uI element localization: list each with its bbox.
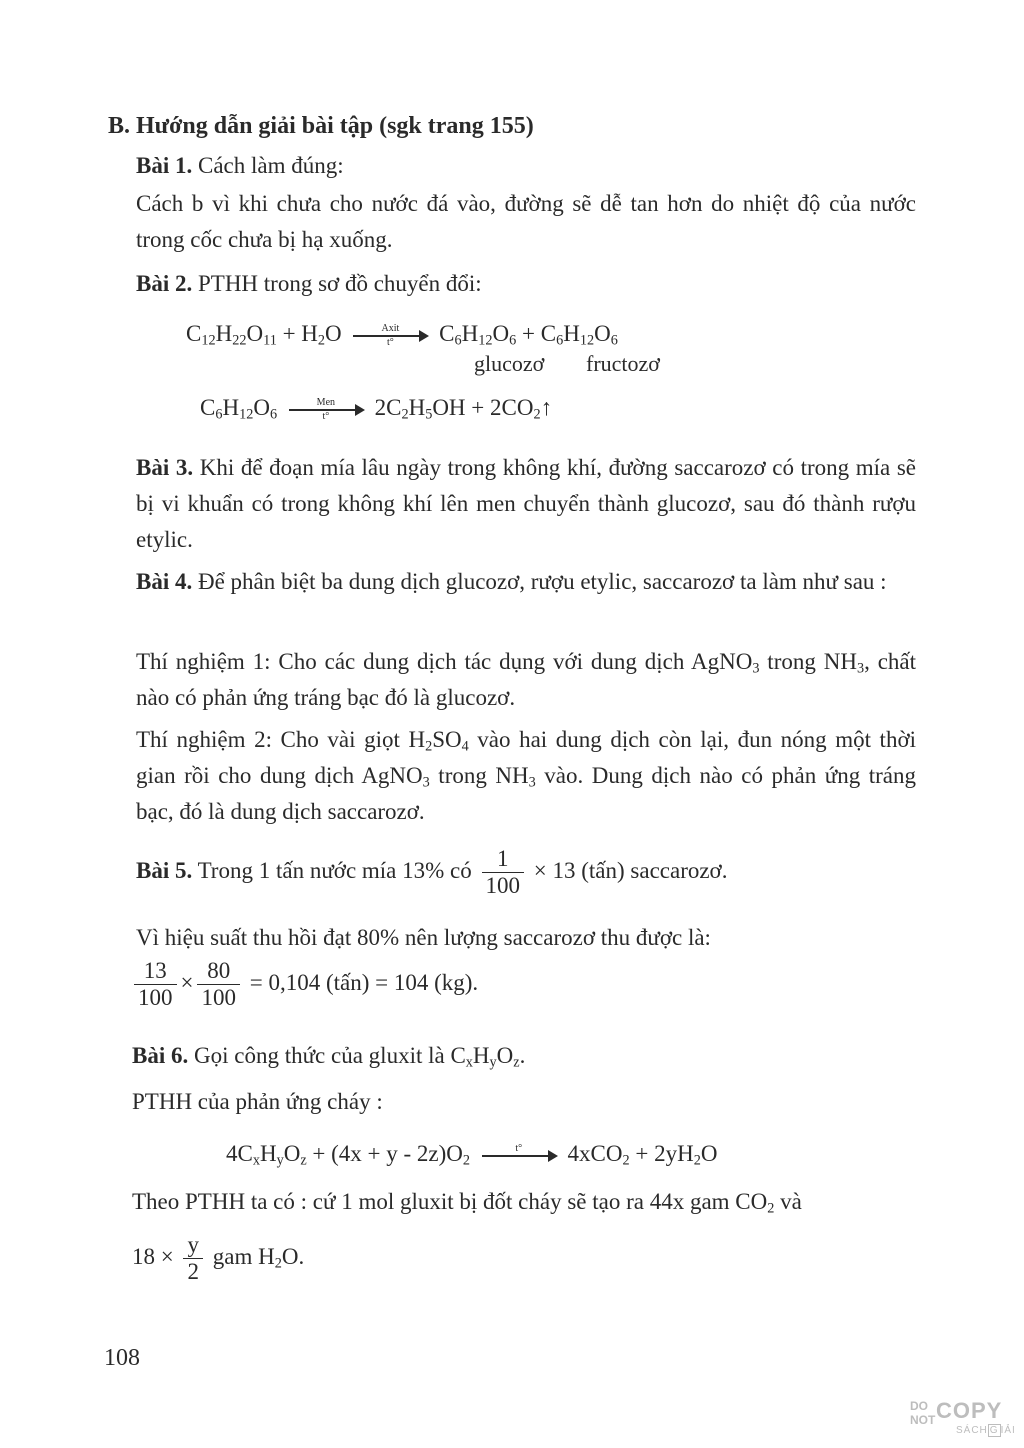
fraction-y-2	[183, 1232, 203, 1285]
bai6-line4-b: gam H	[206, 1243, 275, 1269]
tn1-text-a: Thí nghiệm 1: Cho các dung dịch tác dụng với dung dịch AgNO	[136, 649, 753, 674]
bai6-line-4: 18 × $\frac{y}{2}$ gam $H_2O$.	[132, 1232, 305, 1284]
fraction-denominator: 100	[482, 872, 525, 899]
bai6-combustion-equation: $4C_xH_yO_z + (4x + y - 2z)O_2$ t° $4xCO_2 + 2yH_2O$	[226, 1141, 718, 1169]
tn1-text-c: , chất nào có phản ứng tráng bạc đó là glucozơ.	[136, 649, 917, 710]
bai6-text: Gọi công thức của gluxit là C	[188, 1043, 466, 1068]
watermark-sach-giai	[956, 1425, 1016, 1437]
label-fructose: fructozơ	[586, 351, 660, 376]
bai6-label: Bài 6.	[132, 1043, 189, 1068]
fraction-denominator: 100	[134, 984, 177, 1011]
bai4-experiment-2: Thí nghiệm 2: Cho vài giọt $H_2SO_4$ vào hai dung dịch còn lại, đun nóng một thời gian rồi cho dung dịch AgNO$_3$ trong $NH_3$ vào. Dung dịch nào có phản ứng tráng bạc, đó là dung dịch saccarozơ.	[136, 727, 917, 824]
fraction-numerator: y	[187, 1232, 199, 1257]
bai4-paragraph	[136, 564, 916, 600]
reaction-arrow-icon	[482, 1143, 556, 1169]
fraction-numerator: 1	[497, 846, 509, 871]
bai3-label: Bài 3.	[136, 455, 194, 480]
bai1-answer: Cách b vì khi chưa cho nước đá vào, đường sẽ dễ tan hơn do nhiệt độ của nước trong cốc chưa bị hạ xuống.	[136, 191, 916, 252]
fraction-numerator: 80	[207, 958, 231, 983]
times-sign: ×	[180, 969, 194, 995]
arrow-condition-top: t°	[515, 1142, 523, 1154]
reaction-arrow-icon	[289, 397, 363, 423]
bai2-label: Bài 2.	[136, 271, 193, 296]
bai5-calculation	[130, 958, 478, 1011]
tn2-text-a: Thí nghiệm 2: Cho vài giọt H	[136, 727, 426, 752]
bai1-label: Bài 1.	[136, 153, 193, 178]
bai1-text: Cách làm đúng:	[192, 153, 344, 178]
arrow-condition-bottom: t°	[387, 336, 394, 348]
bai2-text: PTHH trong sơ đồ chuyển đổi:	[192, 271, 482, 296]
arrow-condition-top: Men	[316, 396, 336, 408]
section-heading: B. Hướng dẫn giải bài tập (sgk trang 155)	[108, 113, 534, 139]
bai6-line-2: PTHH của phản ứng cháy :	[132, 1089, 383, 1114]
tn2-text-b: SO	[432, 727, 462, 752]
bai2-intro	[136, 266, 482, 302]
bai1-intro	[136, 148, 344, 184]
watermark-iai: IẢI	[1000, 1425, 1016, 1436]
tn1-text-b: trong NH	[759, 649, 857, 674]
bai6-line4-a: 18 ×	[132, 1243, 180, 1269]
fraction-denominator: 2	[183, 1258, 203, 1285]
bai5-text-b: × 13 (tấn) saccarozơ.	[533, 857, 728, 883]
bai4-text: Để phân biệt ba dung dịch glucozơ, rượu etylic, saccarozơ ta làm như sau :	[192, 569, 887, 594]
fraction-13-100	[134, 958, 177, 1011]
bai6-line3-b: và	[774, 1189, 802, 1214]
bai6-line-3: Theo PTHH ta có : cứ 1 mol gluxit bị đốt cháy sẽ tạo ra 44x gam $CO_2$ và	[132, 1189, 802, 1217]
tn2-text-d: trong NH	[429, 763, 529, 788]
watermark-copy: COPY	[936, 1398, 1003, 1423]
reaction-arrow-icon	[353, 323, 427, 349]
bai4-experiment-1: Thí nghiệm 1: Cho các dung dịch tác dụng với dung dịch AgNO$_3$ trong $NH_3$, chất nào có phản ứng tráng bạc đó là glucozơ.	[136, 649, 917, 710]
bai3-paragraph	[136, 450, 916, 558]
arrow-condition-top: Axit	[381, 322, 400, 334]
fraction-numerator: 13	[143, 958, 167, 983]
fraction-1-100	[482, 846, 525, 899]
bai6-line4-c: O.	[281, 1243, 305, 1269]
fraction-denominator: 100	[197, 984, 240, 1011]
arrow-condition-bottom: t°	[322, 410, 330, 422]
watermark-sach: SÁCH	[956, 1425, 988, 1436]
bai5-line-1	[136, 846, 727, 899]
bai5-label: Bài 5.	[136, 857, 193, 883]
bai5-result: = 0,104 (tấn) = 104 (kg).	[249, 969, 479, 995]
fraction-80-100	[197, 958, 240, 1011]
bai6-line3-a: Theo PTHH ta có : cứ 1 mol gluxit bị đốt cháy sẽ tạo ra 44x gam CO	[132, 1189, 768, 1214]
bai5-line-2: Vì hiệu suất thu hồi đạt 80% nên lượng saccarozơ thu được là:	[136, 925, 711, 950]
watermark-box-letter: G	[989, 1425, 999, 1436]
bai4-label: Bài 4.	[136, 569, 193, 594]
bai2-equation-1: $C_{12}H_{22}O_{11} + H_2O$ Axit t° $C_6H_{12}O_6 + C_6H_{12}O_6$	[186, 321, 618, 349]
tn2-text-e: vào. Dung dịch nào có phản ứng tráng bạc, đó là dung dịch saccarozơ.	[136, 763, 916, 824]
bai6-line-1: Bài 6. Gọi công thức của gluxit là $C_xH_yO_z$.	[132, 1043, 526, 1071]
label-glucose: glucozơ	[474, 351, 545, 376]
bai5-text-a: Trong 1 tấn nước mía 13% có	[192, 857, 478, 883]
bai2-equation-2: $C_6H_{12}O_6$ Men t° $2C_2H_5OH$ + $2CO_2↑$	[200, 395, 553, 423]
watermark-do: DO	[910, 1399, 928, 1413]
watermark-not: NOT	[910, 1413, 936, 1427]
tn2-text-c: vào hai dung dịch còn lại, đun nóng một thời gian rồi cho dung dịch AgNO	[136, 727, 917, 788]
do-not-copy-watermark	[906, 1398, 1018, 1442]
page-number: 108	[104, 1345, 140, 1371]
bai3-text: Khi để đoạn mía lâu ngày trong không khí, đường saccarozơ có trong mía sẽ bị vi khuẩn có trong không khí lên men chuyển thành glucozơ, sau đó thành rượu etylic.	[136, 455, 916, 552]
